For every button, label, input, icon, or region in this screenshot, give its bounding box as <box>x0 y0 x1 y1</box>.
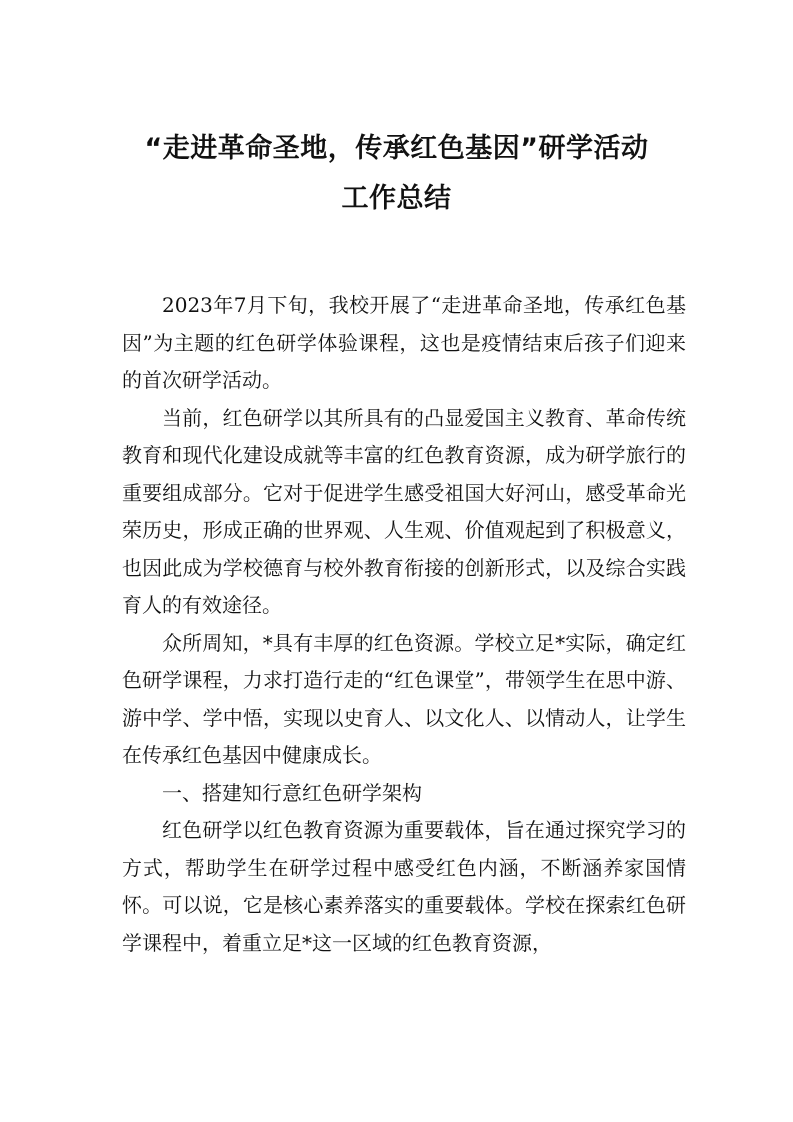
document-title-line-2: 工作总结 <box>341 183 452 214</box>
section-heading-1: 一、搭建知行意红色研学架构 <box>162 780 422 805</box>
document-title-line-1: “走进革命圣地，传承红色基因”研学活动 <box>144 133 649 164</box>
paragraph-intro: 2023年7月下旬，我校开展了“走进革命圣地，传承红色基因”为主题的红色研学体验课程，这也是疫情结束后孩子们迎来的首次研学活动。 <box>122 293 686 392</box>
paragraph-local-resources: 众所周知，*具有丰厚的红色资源。学校立足*实际，确定红色研学课程，力求打造行走的“红色课堂”，带领学生在思中游、游中学、学中悟，实现以史育人、以文化人、以情动人，让学生在传承红色基因中健康成长。 <box>122 630 686 767</box>
document-body <box>122 287 686 962</box>
paragraph-background: 当前，红色研学以其所具有的凸显爱国主义教育、革命传统教育和现代化建设成就等丰富的红色教育资源，成为研学旅行的重要组成部分。它对于促进学生感受祖国大好河山，感受革命光荣历史，形成正确的世界观、人生观、价值观起到了积极意义，也因此成为学校德育与校外教育衔接的创新形式，以及综合实践育人的有效途径。 <box>122 405 686 617</box>
paragraph-section-1: 红色研学以红色教育资源为重要载体，旨在通过探究学习的方式，帮助学生在研学过程中感受红色内涵，不断涵养家国情怀。可以说，它是核心素养落实的重要载体。学校在探索红色研学课程中，着重立足*这一区域的红色教育资源， <box>122 818 686 955</box>
